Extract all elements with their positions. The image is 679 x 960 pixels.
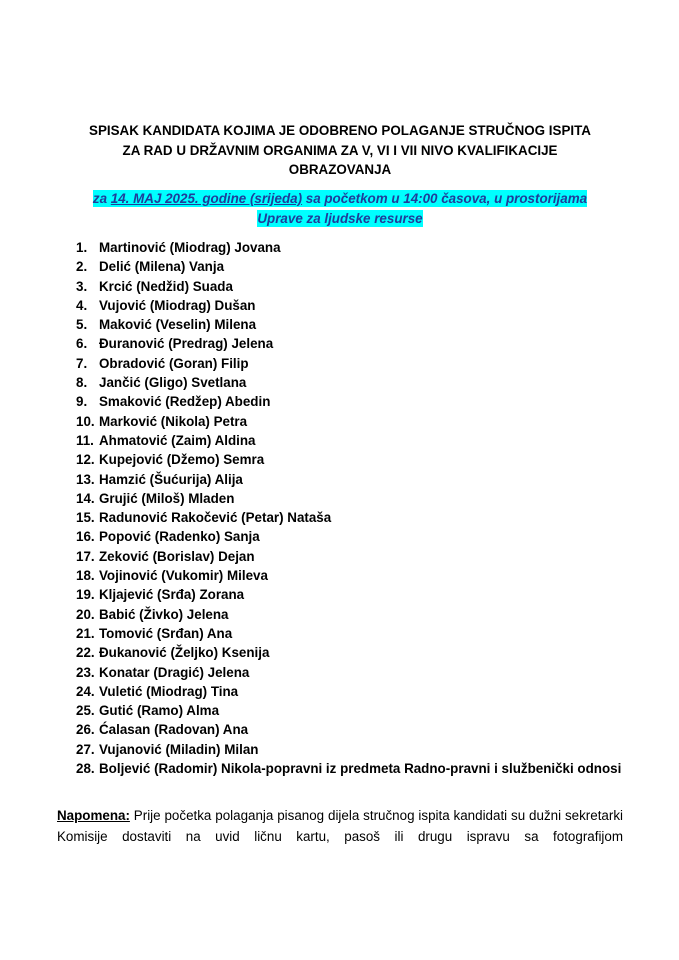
candidate-number: 11. <box>76 432 94 448</box>
candidate-number: 8. <box>76 375 88 391</box>
candidate-name: Popović (Radenko) Sanja <box>99 529 260 545</box>
candidate-item <box>76 238 636 257</box>
note-label: Napomena: <box>57 808 130 823</box>
document-title <box>40 121 640 180</box>
candidate-number: 7. <box>76 355 88 371</box>
title-line-3: OBRAZOVANJA <box>288 162 392 177</box>
candidate-name: Đukanović (Željko) Ksenija <box>99 645 270 661</box>
candidate-item <box>76 527 636 546</box>
candidate-number: 21. <box>76 625 95 641</box>
candidate-name: Smaković (Redžep) Abedin <box>99 394 271 410</box>
candidate-item <box>76 277 636 296</box>
candidate-number: 28. <box>76 761 95 777</box>
candidate-name: Delić (Milena) Vanja <box>99 259 225 275</box>
note-paragraph <box>57 805 623 847</box>
candidate-number: 15. <box>76 510 95 526</box>
candidate-number: 4. <box>76 297 88 313</box>
candidate-name: Đuranović (Predrag) Jelena <box>99 336 274 352</box>
candidate-item <box>76 585 636 604</box>
candidate-item <box>76 547 636 566</box>
candidate-number: 20. <box>76 606 95 622</box>
candidate-item <box>76 354 636 373</box>
candidate-number: 2. <box>76 259 88 275</box>
title-line-1: SPISAK KANDIDATA KOJIMA JE ODOBRENO POLAGANJE STRUČNOG ISPITA <box>89 123 591 138</box>
candidate-item <box>76 431 636 450</box>
schedule-time: sa početkom u 14:00 časova, u prostorijama <box>302 191 588 206</box>
candidate-item <box>76 315 636 334</box>
candidate-name: Vujović (Miodrag) Dušan <box>99 297 256 313</box>
note-text: Prije početka polaganja pisanog dijela stručnog ispita kandidati su dužni sekretarki Komisije dostaviti na uvid ličnu kartu, pasoš ili drugu ispravu sa fotografijom <box>57 808 623 844</box>
candidate-name: Zeković (Borislav) Dejan <box>99 548 255 564</box>
exam-date: 14. MAJ 2025. godine (srijeda) <box>110 191 303 206</box>
candidate-name: Grujić (Miloš) Mladen <box>99 490 235 506</box>
candidate-list <box>76 238 636 778</box>
candidate-number: 9. <box>76 394 88 410</box>
candidate-item <box>76 759 636 778</box>
candidate-item <box>76 566 636 585</box>
candidate-number: 17. <box>76 548 95 564</box>
candidate-number: 14. <box>76 490 95 506</box>
candidate-name: Jančić (Gligo) Svetlana <box>99 375 247 391</box>
candidate-number: 23. <box>76 664 95 680</box>
candidate-item <box>76 334 636 353</box>
candidate-name: Obradović (Goran) Filip <box>99 355 249 371</box>
candidate-number: 27. <box>76 741 95 757</box>
candidate-name: Hamzić (Šućurija) Alija <box>99 471 243 487</box>
candidate-name: Konatar (Dragić) Jelena <box>99 664 250 680</box>
candidate-number: 19. <box>76 587 95 603</box>
candidate-name: Maković (Veselin) Milena <box>99 317 257 333</box>
candidate-item <box>76 412 636 431</box>
candidate-item <box>76 470 636 489</box>
candidate-item <box>76 740 636 759</box>
schedule-line-1 <box>40 189 640 209</box>
exam-location: Uprave za ljudske resurse <box>257 210 423 226</box>
candidate-name: Vojinović (Vukomir) Mileva <box>99 568 268 584</box>
candidate-name: Kljajević (Srđa) Zorana <box>99 587 245 603</box>
candidate-number: 18. <box>76 568 95 584</box>
candidate-item <box>76 296 636 315</box>
candidate-name: Vujanović (Miladin) Milan <box>99 741 259 757</box>
candidate-name: Babić (Živko) Jelena <box>99 606 229 622</box>
candidate-number: 5. <box>76 317 88 333</box>
candidate-name: Vuletić (Miodrag) Tina <box>99 683 239 699</box>
candidate-item <box>76 257 636 276</box>
candidate-item <box>76 605 636 624</box>
candidate-number: 22. <box>76 645 95 661</box>
candidate-number: 6. <box>76 336 88 352</box>
candidate-name: Tomović (Srđan) Ana <box>99 625 233 641</box>
schedule-prefix: za <box>92 191 111 206</box>
candidate-number: 26. <box>76 722 95 738</box>
candidate-name: Radunović Rakočević (Petar) Nataša <box>99 510 332 526</box>
candidate-name: Gutić (Ramo) Alma <box>99 703 220 719</box>
candidate-name: Marković (Nikola) Petra <box>99 413 248 429</box>
candidate-number: 25. <box>76 703 95 719</box>
candidate-number: 16. <box>76 529 95 545</box>
candidate-item <box>76 682 636 701</box>
candidate-name: Krcić (Nedžid) Suada <box>99 278 233 294</box>
candidate-item <box>76 489 636 508</box>
candidate-name: Kupejović (Džemo) Semra <box>99 452 265 468</box>
candidate-name: Ahmatović (Zaim) Aldina <box>99 432 256 448</box>
candidate-item <box>76 450 636 469</box>
candidate-name: Boljević (Radomir) Nikola-popravni iz predmeta Radno-pravni i službenički odnosi <box>99 761 622 777</box>
candidate-item <box>76 373 636 392</box>
candidate-item <box>76 720 636 739</box>
candidate-number: 12. <box>76 452 95 468</box>
candidate-number: 13. <box>76 471 95 487</box>
candidate-number: 24. <box>76 683 95 699</box>
candidate-item <box>76 508 636 527</box>
candidate-item <box>76 392 636 411</box>
exam-schedule <box>40 189 640 228</box>
candidate-item <box>76 663 636 682</box>
candidate-item <box>76 643 636 662</box>
candidate-name: Ćalasan (Radovan) Ana <box>99 722 249 738</box>
candidate-number: 10. <box>76 413 95 429</box>
schedule-line-2 <box>40 209 640 229</box>
candidate-number: 3. <box>76 278 88 294</box>
candidate-item <box>76 701 636 720</box>
candidate-name: Martinović (Miodrag) Jovana <box>99 240 281 255</box>
candidate-item <box>76 624 636 643</box>
title-line-2: ZA RAD U DRŽAVNIM ORGANIMA ZA V, VI I VII NIVO KVALIFIKACIJE <box>122 142 558 158</box>
candidate-number: 1. <box>76 240 88 255</box>
